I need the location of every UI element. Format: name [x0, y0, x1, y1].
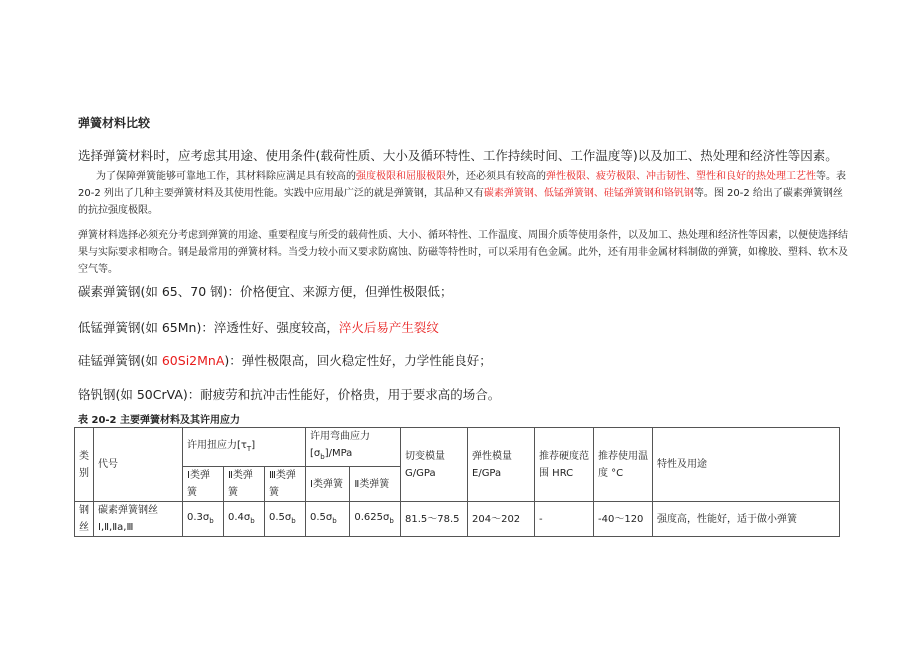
cell-code: 碳素弹簧钢丝 Ⅰ,Ⅱ,Ⅱa,Ⅲ [94, 502, 183, 537]
subheader-tors-3: Ⅲ类弹簧 [265, 467, 306, 502]
paragraph-selection: 弹簧材料选择必须充分考虑到弹簧的用途、重要程度与所受的载荷性质、大小、循环特性、工作温度、周围介质等使用条件，以及加工、热处理和经济性等因素，以便使选择结果与实际要求相吻合。钢是最常用的弹簧材料。当受力较小而又要求防腐蚀、防磁等特性时，可以采用有色金属。此外，还有用非金属材料制做的弹簧，如橡胶、塑料、软木及空气等。 [78, 230, 848, 275]
cell-bend-2: $0.625\sigma_b$ [350, 502, 401, 537]
section-heading: 弹簧材料比较 [78, 116, 151, 130]
header-elastic-modulus: 弹性模量 E/GPa [468, 428, 535, 502]
item-cr-v-steel: 铬钒钢(如 50CrVA)：耐疲劳和抗冲击性能好，价格贵，用于要求高的场合。 [78, 387, 501, 402]
item-si-mn-steel: 硅锰弹簧钢(如 60Si2MnA)：弹性极限高，回火稳定性好，力学性能良好； [78, 353, 492, 368]
header-temperature: 推荐使用温度 °C [594, 428, 653, 502]
table-caption: 表 20-2 主要弹簧材料及其许用应力 [78, 415, 240, 426]
paragraph-requirements: 为了保障弹簧能够可靠地工作，其材料除应满足具有较高的强度极限和屈服极限外，还必须具有较高的弹性极限、疲劳极限、冲击韧性、塑性和良好的热处理工艺性等。表 20-2 列出了几种主要弹簧材料及其使用性能。实践中应用最广泛的就是弹簧钢，其品种又有碳素弹簧钢、低锰弹簧钢、硅锰弹簧钢和铬钒钢等。图 20-2 给出了碳素弹簧钢丝的抗拉强度极限。 [78, 171, 846, 216]
cell-temperature: -40～120 [594, 502, 653, 537]
header-code: 代号 [94, 428, 183, 502]
header-bending: 许用弯曲应力$[\sigma_b]$/MPa [306, 428, 401, 467]
table-row [75, 502, 840, 537]
cell-category: 钢丝 [75, 502, 94, 537]
cell-features: 强度高，性能好，适于做小弹簧 [653, 502, 840, 537]
header-torsion: 许用扭应力$[\tau_T]$ [183, 428, 306, 467]
item-carbon-steel: 碳素弹簧钢(如 65、70 钢)：价格便宜、来源方便，但弹性极限低； [78, 284, 453, 299]
subheader-bend-1: Ⅰ类弹簧 [306, 467, 350, 502]
cell-bend-1: $0.5\sigma_b$ [306, 502, 350, 537]
subheader-tors-2: Ⅱ类弹簧 [224, 467, 265, 502]
subheader-tors-1: Ⅰ类弹簧 [183, 467, 224, 502]
table-header-row [75, 428, 840, 467]
cell-tors-2: $0.4\sigma_b$ [224, 502, 265, 537]
item-low-mn-steel: 低锰弹簧钢(如 65Mn)：淬透性好、强度较高，淬火后易产生裂纹 [78, 320, 439, 335]
subheader-bend-2: Ⅱ类弹簧 [350, 467, 401, 502]
cell-tors-3: $0.5\sigma_b$ [265, 502, 306, 537]
intro-paragraph: 选择弹簧材料时，应考虑其用途、使用条件(载荷性质、大小及循环特性、工作持续时间、工作温度等)以及加工、热处理和经济性等因素。 [78, 148, 838, 163]
header-category: 类别 [75, 428, 94, 502]
header-shear-modulus: 切变模量 G/GPa [401, 428, 468, 502]
header-hardness: 推荐硬度范围 HRC [535, 428, 594, 502]
header-features: 特性及用途 [653, 428, 840, 502]
cell-shear-modulus: 81.5～78.5 [401, 502, 468, 537]
cell-hardness: - [535, 502, 594, 537]
cell-tors-1: $0.3\sigma_b$ [183, 502, 224, 537]
cell-elastic-modulus: 204～202 [468, 502, 535, 537]
spring-material-table [74, 427, 840, 537]
